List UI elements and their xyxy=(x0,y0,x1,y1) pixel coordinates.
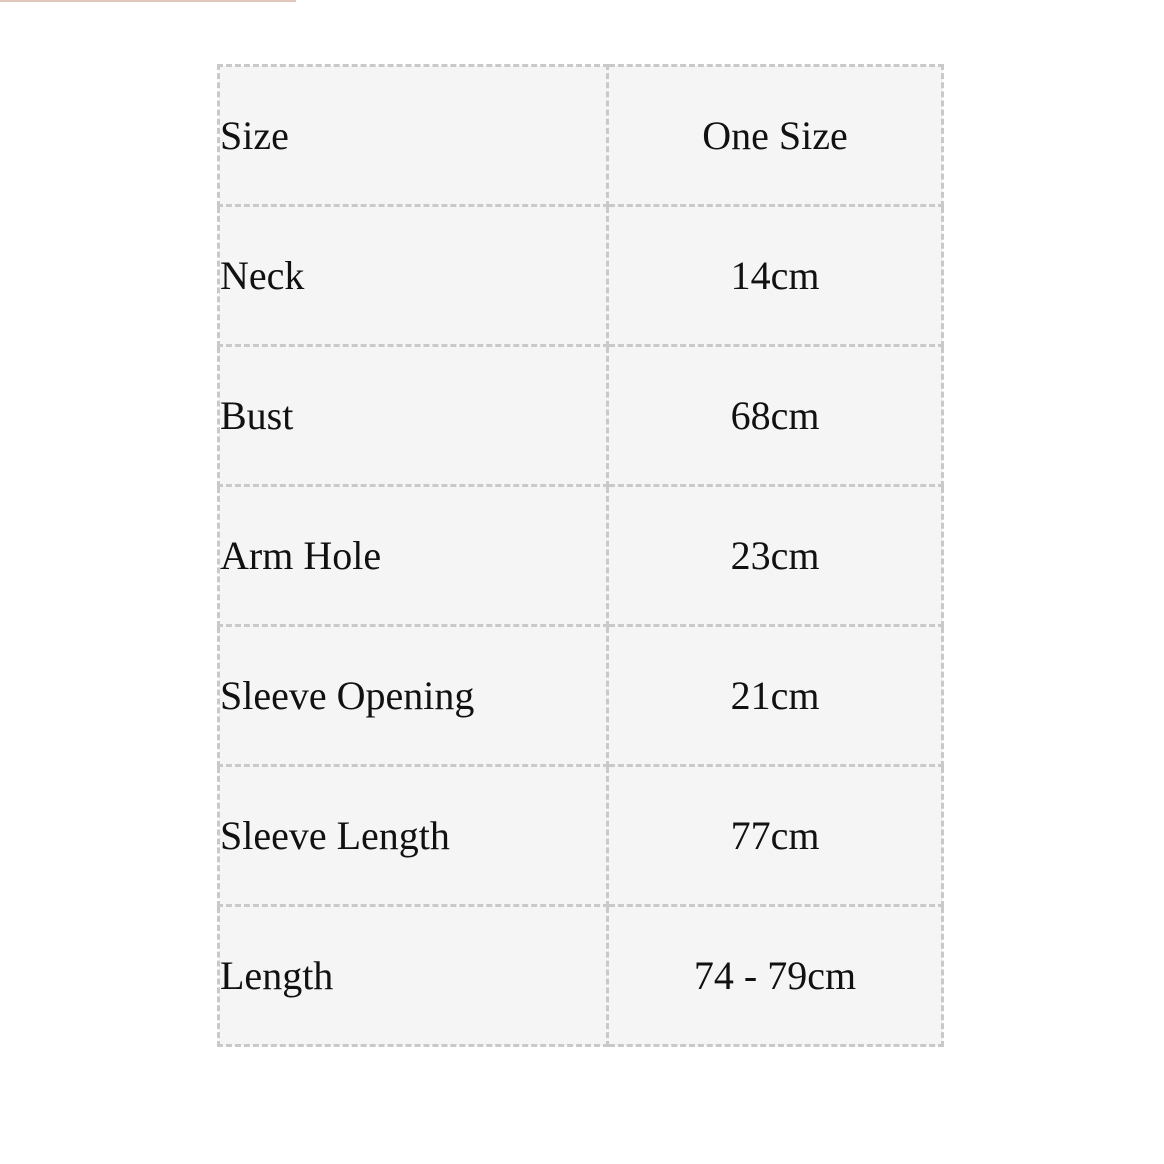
bust-value: 68cm xyxy=(608,346,943,486)
neck-value: 14cm xyxy=(608,206,943,346)
table-row xyxy=(219,66,943,206)
arm-hole-label: Arm Hole xyxy=(219,486,608,626)
sleeve-opening-label: Sleeve Opening xyxy=(219,626,608,766)
table-row xyxy=(219,206,943,346)
length-value: 74 - 79cm xyxy=(608,906,943,1046)
size-label: Size xyxy=(219,66,608,206)
arm-hole-value: 23cm xyxy=(608,486,943,626)
size-chart-table xyxy=(217,64,944,1047)
table-row xyxy=(219,626,943,766)
sleeve-opening-value: 21cm xyxy=(608,626,943,766)
sleeve-length-value: 77cm xyxy=(608,766,943,906)
table-row xyxy=(219,486,943,626)
table-row xyxy=(219,906,943,1046)
table-row xyxy=(219,766,943,906)
sleeve-length-label: Sleeve Length xyxy=(219,766,608,906)
top-accent-line xyxy=(0,0,296,2)
neck-label: Neck xyxy=(219,206,608,346)
table-row xyxy=(219,346,943,486)
size-value: One Size xyxy=(608,66,943,206)
bust-label: Bust xyxy=(219,346,608,486)
length-label: Length xyxy=(219,906,608,1046)
